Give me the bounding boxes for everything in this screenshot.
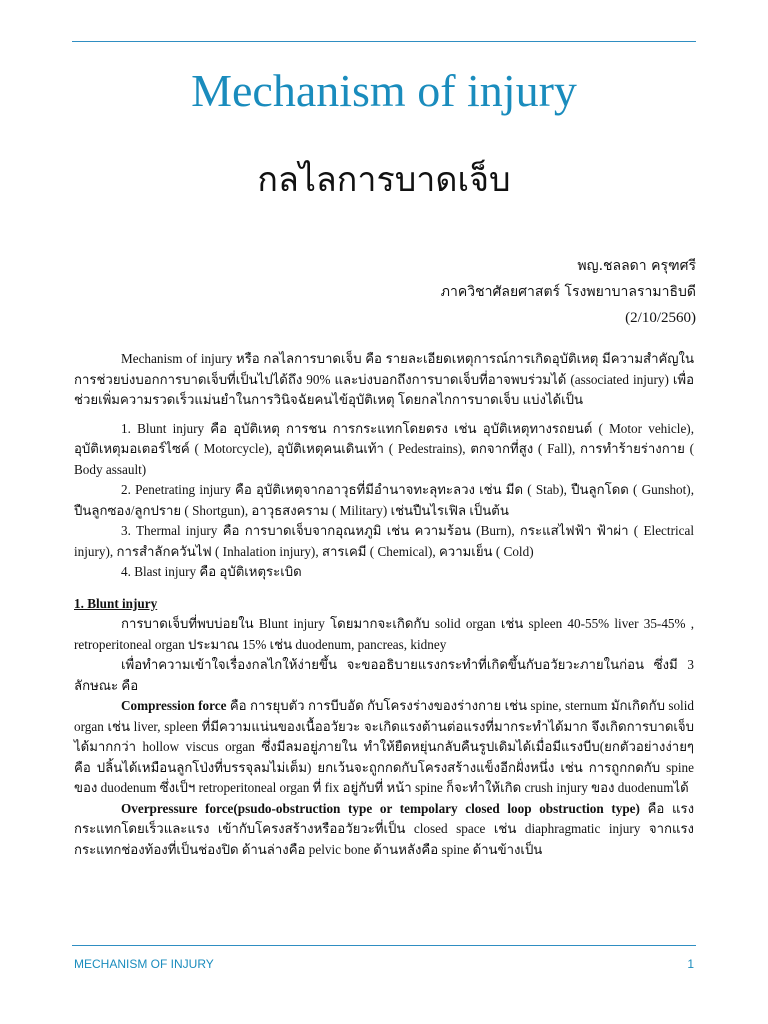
injury-category-list	[74, 419, 694, 583]
author-department: ภาควิชาศัลยศาสตร์ โรงพยาบาลรามาธิบดี	[440, 284, 696, 300]
author-name: พญ.ชลลดา ครุฑศรี	[577, 258, 696, 274]
author-block	[441, 253, 696, 331]
overpressure-term: Overpressure force(psudo-obstruction type or tempolary closed loop obstruction type)	[121, 800, 640, 816]
intro-paragraph: Mechanism of injury หรือ กลไลการบาดเจ็บ คือ รายละเอียดเหตุการณ์การเกิดอุบัติเหตุ มีความสำคัญในการช่วยบ่งบอกการบาดเจ็บที่เป็นไปได้ถึง 90% และบ่งบอกถึงการบาดเจ็บที่อาจพบร่วมได้ (associated injury) เพื่อช่วยเพิ่มความรวดเร็วแม่นยำในการวินิจฉัยคนไข้อุบัติเหตุ โดยกลไกการบาดเจ็บ แบ่งได้เป็น	[74, 351, 694, 407]
section-paragraph: เพื่อทำความเข้าใจเรื่องกลไกให้ง่ายขึ้น จะขออธิบายแรงกระทำที่เกิดขึ้นกับอวัยวะภายในก่อน ซึ่งมี 3 ลักษณะ คือ	[74, 657, 694, 693]
overpressure-text: คือ แรงกระแทกโดยเร็วและแรง เข้ากับโครงสร้างหรืออวัยวะที่เป็น closed space เช่น diaphragmatic injury จากแรงกระแทกช่องท้องที่เป็นช่องปิด ด้านล่างคือ pelvic bone ด้านหลังคือ spine ด้านข้างเป็น	[74, 800, 695, 857]
compression-text: คือ การยุบตัว การบีบอัด กับโครงร่างของร่างกาย เช่น spine, sternum มักเกิดกับ solid organ เช่น liver, spleen ที่มีความแน่นของเนื้ออวัยวะ จะเกิดแรงต้านต่อแรงที่มากระทำได้มาก จึงเกิดการบาดเจ็บได้มากกว่า hollow viscus organ ซึ่งมีลมอยู่ภายใน ทำให้ยืดหยุ่นกลับคืนรูปเดิมได้เมื่อมีแรงบีบ(ยกตัวอย่างง่ายๆ คือ ปลิ้นได้เหมือนลูกโป่งที่บรรจุลมไม่เต็ม) ยกเว้นจะถูกกดกับโครงสร้างแข็งอีกฝั่งหนึ่ง เช่น การถูกกดกับ spine ของ duodenum ซึ่งเป็ฯ retroperitoneal organ ที่ fix อยู่กับที่ หน้า spine ก็จะทำให้เกิด crush injury ของ duodenumได้	[74, 698, 694, 795]
page-number: 1	[687, 957, 694, 971]
compression-paragraph	[74, 696, 694, 799]
document-body	[74, 349, 694, 860]
list-item: 4. Blast injury คือ อุบัติเหตุระเบิด	[121, 564, 302, 579]
compression-term: Compression force	[121, 698, 227, 713]
section-heading: 1. Blunt injury	[74, 595, 158, 611]
page-footer	[74, 957, 694, 971]
list-item: 3. Thermal injury คือ การบาดเจ็บจากอุณหภูมิ เช่น ความร้อน (Burn), กระแสไฟฟ้า ฟ้าผ่า ( Electrical injury), การสำลักควันไฟ ( Inhalation injury), สารเคมี ( Chemical), ความเย็น ( Cold)	[74, 523, 694, 559]
section-paragraph: การบาดเจ็บที่พบบ่อยใน Blunt injury โดยมากจะเกิดกับ solid organ เช่น spleen 40-55% liver 35-45% , retroperitoneal organ ประมาณ 15% เช่น duodenum, pancreas, kidney	[74, 616, 694, 652]
header-rule	[72, 41, 696, 42]
list-item: 1. Blunt injury คือ อุบัติเหตุ การชน การกระแทกโดยตรง เช่น อุบัติเหตุทางรถยนต์ ( Motor vehicle), อุบัติเหตุมอเตอร์ไซค์ ( Motorcycle), อุบัติเหตุคนเดินเท้า ( Pedestrains), ตกจากที่สูง ( Fall), การทำร้ายร่างกาย ( Body assault)	[74, 420, 694, 477]
document-date: (2/10/2560)	[625, 310, 696, 326]
page-subtitle: กลไลการบาดเจ็บ	[257, 160, 511, 200]
list-item: 2. Penetrating injury คือ อุบัติเหตุจากอาวุธที่มีอำนาจทะลุทะลวง เช่น มีด ( Stab), ปืนลูกโดด ( Gunshot), ปืนลูกซอง/ลูกปราย ( Shortgun), อาวุธสงคราม ( Military) เช่นปืนไรเฟิล เป็นต้น	[74, 482, 694, 518]
page-title: Mechanism of injury	[191, 65, 577, 116]
overpressure-paragraph	[74, 799, 694, 861]
footer-label: MECHANISM OF INJURY	[74, 957, 214, 971]
footer-rule	[72, 945, 696, 946]
